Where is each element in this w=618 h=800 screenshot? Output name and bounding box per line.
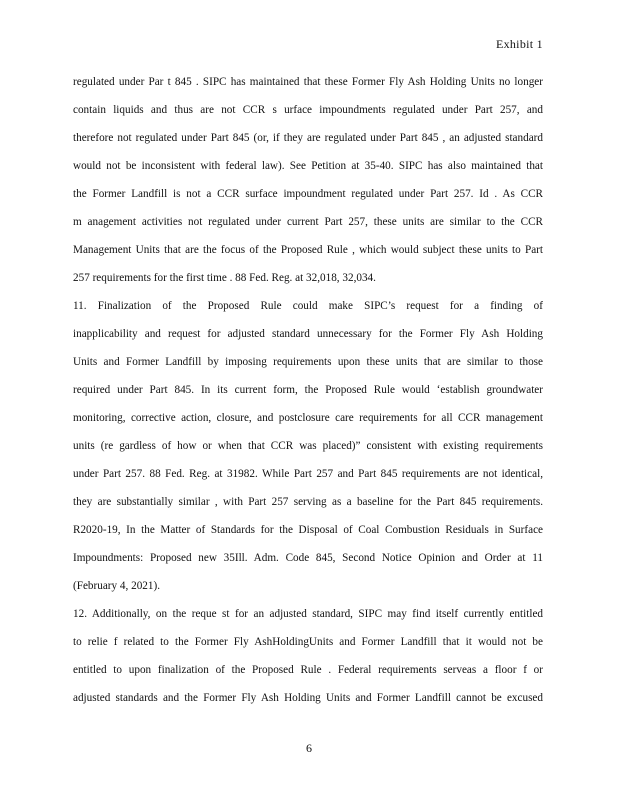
paragraph-12-start: 12. Additionally, on the reque st for an adjusted standard, SIPC may find itself currently entitled: [73, 608, 543, 620]
paragraph-11-start: 11. Finalization of the Proposed Rule could make SIPC’s request for a finding of: [73, 300, 543, 312]
citation-line: R2020-19, In the Matter of Standards for the Disposal of Coal Combustion Residuals in Surface: [73, 524, 543, 536]
text-line: entitled to upon finalization of the Proposed Rule . Federal requirements serveas a floor f or: [73, 664, 543, 676]
text-line: they are substantially similar , with Part 257 serving as a baseline for the Part 845 requirements.: [73, 496, 543, 508]
text-line: regulated under Par t 845 . SIPC has maintained that these Former Fly Ash Holding Units no longer: [73, 76, 543, 88]
text-line: under Part 257. 88 Fed. Reg. at 31982. While Part 257 and Part 845 requirements are not identical,: [73, 468, 543, 480]
text-line: m anagement activities not regulated under current Part 257, these units are similar to the CCR: [73, 216, 543, 228]
text-line: therefore not regulated under Part 845 (or, if they are regulated under Part 845 , an adjusted standard: [73, 132, 543, 144]
text-line: monitoring, corrective action, closure, and postclosure care requirements for all CCR management: [73, 412, 543, 424]
text-line: to relie f related to the Former Fly AshHoldingUnits and Former Landfill that it would not be: [73, 636, 543, 648]
text-line: 257 requirements for the first time . 88 Fed. Reg. at 32,018, 32,034.: [73, 272, 376, 284]
text-line: contain liquids and thus are not CCR s urface impoundments regulated under Part 257, and: [73, 104, 543, 116]
text-line: Units and Former Landfill by imposing requirements upon these units that are similar to those: [73, 356, 543, 368]
text-line: would not be inconsistent with federal law). See Petition at 35-40. SIPC has also maintained that: [73, 160, 543, 172]
text-line: Management Units that are the focus of the Proposed Rule , which would subject these units to Part: [73, 244, 543, 256]
text-line: inapplicability and request for adjusted standard unnecessary for the Former Fly Ash Holding: [73, 328, 543, 340]
body-text: [73, 68, 543, 712]
text-line: the Former Landfill is not a CCR surface impoundment regulated under Part 257. Id . As CCR: [73, 188, 543, 200]
text-line: adjusted standards and the Former Fly Ash Holding Units and Former Landfill cannot be excused: [73, 692, 543, 704]
text-line: (February 4, 2021).: [73, 580, 160, 592]
exhibit-label: Exhibit 1: [495, 37, 543, 51]
page-number: 6: [306, 741, 312, 755]
citation-line: Impoundments: Proposed new 35Ill. Adm. Code 845, Second Notice Opinion and Order at 11: [73, 552, 543, 564]
text-line: required under Part 845. In its current form, the Proposed Rule would ‘establish groundwater: [73, 384, 543, 396]
text-line: units (re gardless of how or when that CCR was placed)” consistent with existing requirements: [73, 440, 543, 452]
